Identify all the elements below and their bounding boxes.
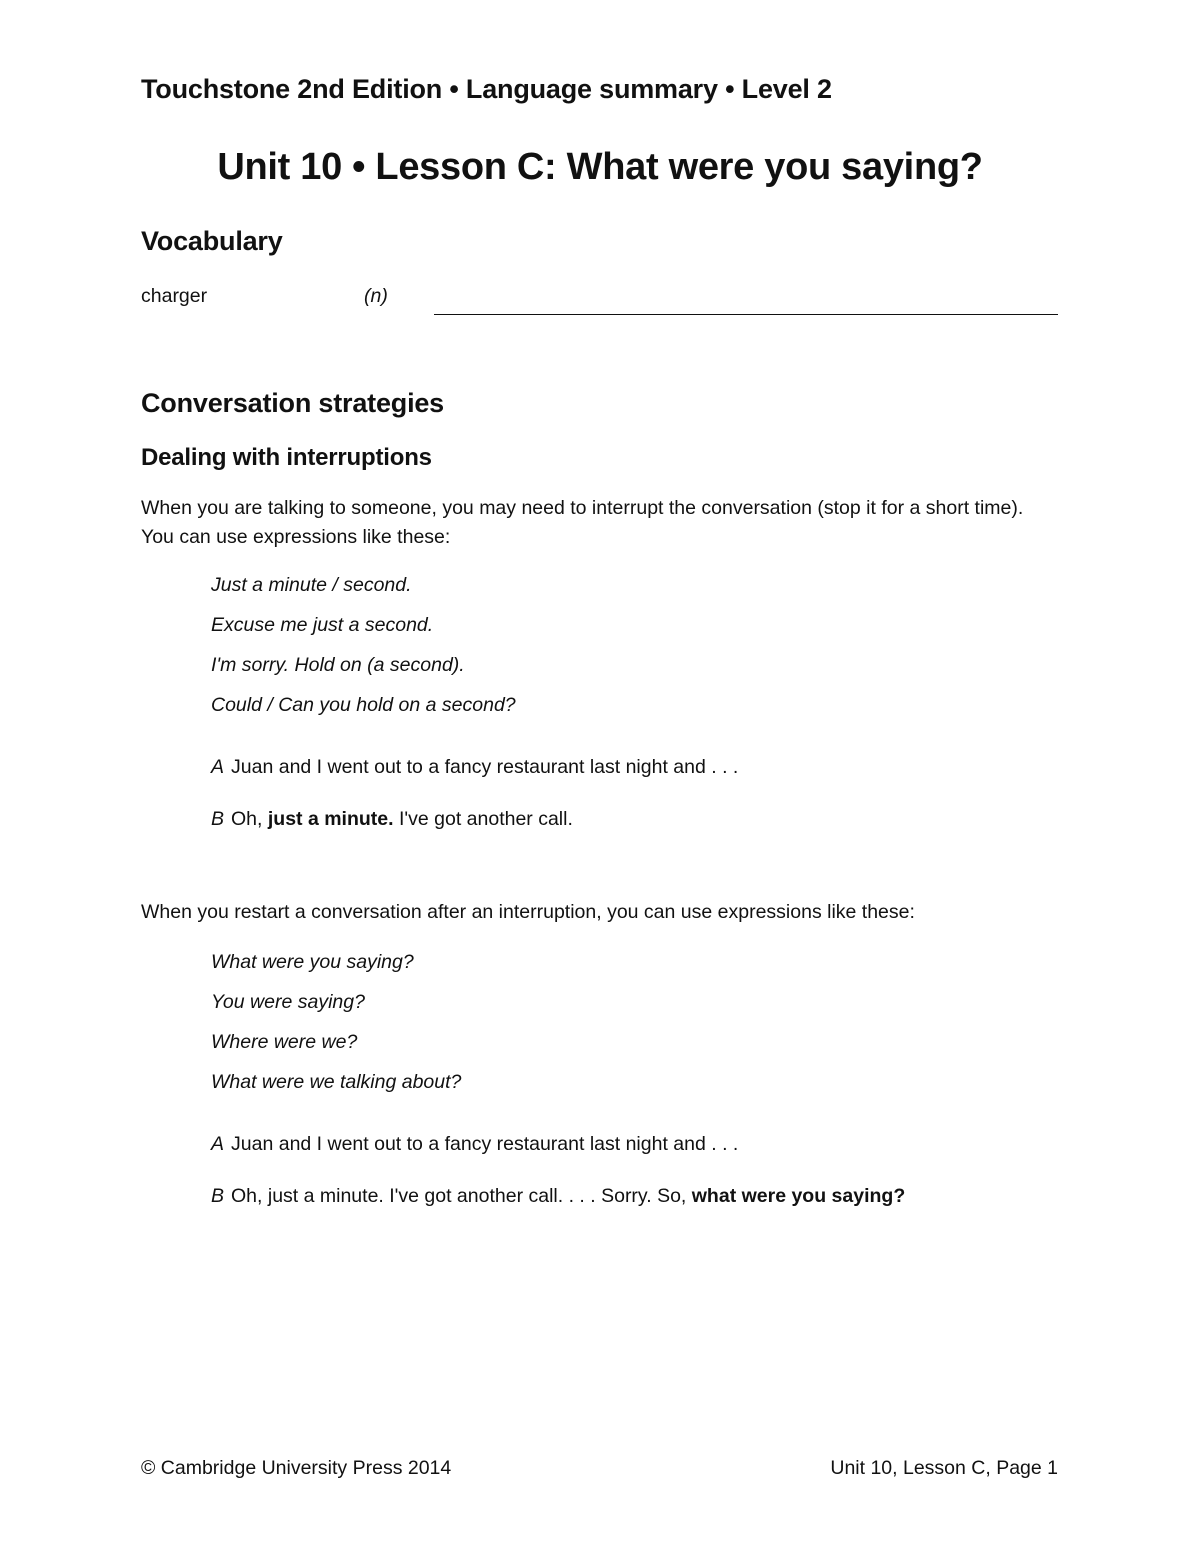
vocabulary-heading: Vocabulary xyxy=(141,226,283,256)
dialog-highlight: what were you saying? xyxy=(691,1185,906,1207)
restart-expression: What were we talking about? xyxy=(211,1071,462,1093)
dealing-with-interruptions-heading: Dealing with interruptions xyxy=(141,444,432,471)
interrupt-expression: Excuse me just a second. xyxy=(211,614,434,636)
speaker-label: A xyxy=(211,1133,225,1155)
dialog1-line-b xyxy=(211,808,573,831)
footer-copyright: © Cambridge University Press 2014 xyxy=(141,1457,452,1479)
dialog2-line-a xyxy=(211,1133,738,1156)
speaker-label: B xyxy=(211,808,225,830)
interruptions-intro-paragraph: When you are talking to someone, you may need to interrupt the conversation (stop it for a short time). You can use expressions like these: xyxy=(141,497,1024,548)
dialog-text: Juan and I went out to a fancy restaurant last night and . . . xyxy=(231,756,739,778)
dialog-text: Oh, just a minute. I've got another call. . . . Sorry. So, xyxy=(231,1185,692,1207)
restart-expression: Where were we? xyxy=(211,1031,358,1053)
interrupt-expression: Could / Can you hold on a second? xyxy=(211,694,516,716)
lesson-title: Unit 10 • Lesson C: What were you saying? xyxy=(217,146,983,188)
vocab-word: charger xyxy=(141,285,208,307)
dialog-highlight: just a minute. xyxy=(267,808,394,830)
interrupt-expression: I'm sorry. Hold on (a second). xyxy=(211,654,465,676)
restart-expression: You were saying? xyxy=(211,991,365,1013)
footer-page-reference: Unit 10, Lesson C, Page 1 xyxy=(830,1457,1058,1479)
dialog-text: Oh, xyxy=(231,808,268,830)
vocab-part-of-speech: (n) xyxy=(364,285,388,307)
series-title: Touchstone 2nd Edition • Language summary • Level 2 xyxy=(141,74,832,104)
dialog-text: Juan and I went out to a fancy restaurant last night and . . . xyxy=(231,1133,739,1155)
interrupt-expression: Just a minute / second. xyxy=(211,574,412,596)
speaker-label: A xyxy=(211,756,225,778)
vocab-definition-blank-line xyxy=(434,314,1058,315)
restart-intro-paragraph: When you restart a conversation after an interruption, you can use expressions like these: xyxy=(141,901,915,923)
speaker-label: B xyxy=(211,1185,225,1207)
restart-expression: What were you saying? xyxy=(211,951,414,973)
conversation-strategies-heading: Conversation strategies xyxy=(141,388,444,418)
dialog2-line-b xyxy=(211,1185,905,1208)
dialog-text: I've got another call. xyxy=(393,808,573,830)
dialog1-line-a xyxy=(211,756,738,779)
